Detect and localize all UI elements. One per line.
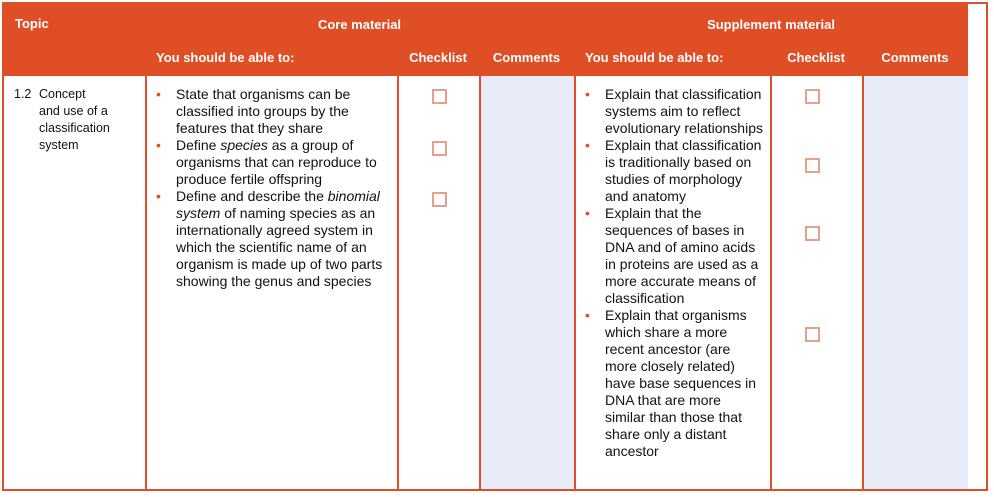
topic-title-line: Concept: [39, 87, 86, 101]
core-checklist-cell: [397, 76, 479, 489]
core-comments-cell[interactable]: [479, 76, 574, 489]
supplement-objectives-cell: [574, 76, 770, 489]
supplement-checkbox-2[interactable]: [805, 158, 820, 173]
core-comments-header: Comments: [479, 38, 574, 76]
supplement-objective-item: • Explain that classification is traditionally based on studies of morphology and anatomy: [585, 137, 764, 205]
supplement-comments-header: Comments: [862, 38, 968, 76]
core-checkbox-3[interactable]: [432, 192, 447, 207]
supplement-material-header: Supplement material: [574, 4, 968, 38]
supplement-checklist-header: Checklist: [770, 38, 862, 76]
topic-number: 1.2: [14, 87, 32, 101]
supplement-comments-cell[interactable]: [862, 76, 968, 489]
core-checklist-header: Checklist: [397, 38, 479, 76]
core-checkbox-1[interactable]: [432, 89, 447, 104]
syllabus-table: [2, 2, 988, 491]
topic-title-line: and use of a: [39, 104, 108, 118]
supplement-objective-item: • Explain that organisms which share a more recent ancestor (are more closely related) have base sequences in DNA that are more similar than those that share only a distant ancestor: [585, 307, 764, 460]
emphasis-term: species: [220, 137, 268, 153]
topic-cell: [4, 76, 145, 489]
supplement-checkbox-4[interactable]: [805, 327, 820, 342]
core-objective-item: • State that organisms can be classified into groups by the features that they share: [156, 86, 391, 137]
supplement-objective-item: • Explain that the sequences of bases in DNA and of amino acids in proteins are used as a more accurate means of classification: [585, 205, 764, 307]
topic-title-line: classification: [39, 121, 110, 135]
core-able-header: You should be able to:: [145, 38, 397, 76]
core-objectives-cell: [145, 76, 397, 489]
core-objectives-list: [147, 76, 397, 290]
core-material-header: Core material: [145, 4, 574, 38]
core-objective-item: • Define and describe the binomial system of naming species as an internationally agreed system in which the scientific name of an organism is made up of two parts showing the genus and species: [156, 188, 391, 290]
supplement-checklist-cell: [770, 76, 862, 489]
core-objective-item: • Define species as a group of organisms that can reproduce to produce fertile offspring: [156, 137, 391, 188]
supplement-able-header: You should be able to:: [574, 38, 770, 76]
emphasis-term: binomial system: [176, 188, 380, 221]
topic-title: [39, 86, 110, 489]
topic-header: Topic: [4, 4, 145, 76]
supplement-objective-item: • Explain that classification systems aim to reflect evolutionary relationships: [585, 86, 764, 137]
supplement-objectives-list: [576, 76, 770, 460]
topic-title-line: system: [39, 138, 79, 152]
core-checkbox-2[interactable]: [432, 141, 447, 156]
supplement-checkbox-1[interactable]: [805, 89, 820, 104]
supplement-checkbox-3[interactable]: [805, 226, 820, 241]
